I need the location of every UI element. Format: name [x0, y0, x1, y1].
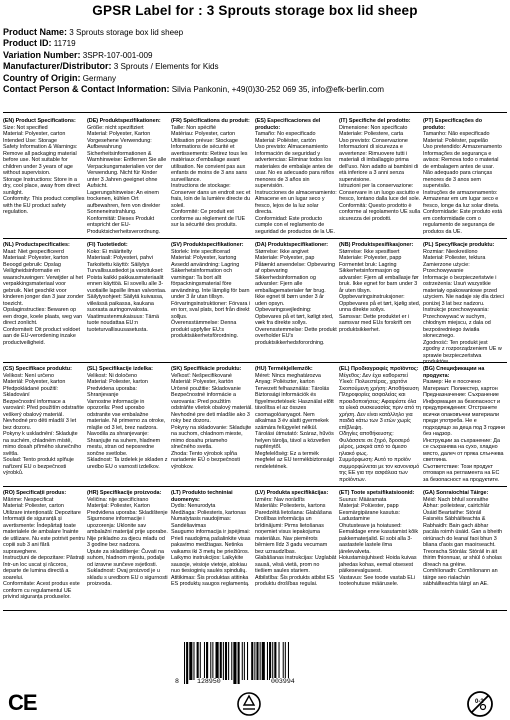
barcode-bar [223, 642, 224, 680]
spec-body: Размер: Не е посочено Материал: Полиестер, картон Предназначение: Съхранение Информация за безопасност и предупреждения: Отстранете всички опаковъчни материали преди употреба. Не е подходящо за деца под 3 години без надзор. Инструкции за съхранение: Да се съхранява на сухо, хладно място, далеч от пряка слънчева светлина. Съответствие: Този продукт отговаря на регламента на ЕС за безопасност на продуктите. [423, 379, 505, 483]
barcode-number [174, 678, 338, 688]
barcode-bar [269, 642, 271, 680]
barcode-bar [274, 642, 276, 680]
barcode-bar [285, 642, 286, 680]
spec-row [3, 118, 507, 242]
barcode-bar [283, 642, 284, 680]
spec-block-nl [3, 242, 87, 364]
spec-block-et [339, 490, 423, 612]
spec-heading: (IT) Specifiche del prodotto: [339, 118, 411, 124]
product-info [3, 27, 508, 95]
spec-body: Mărime: Nespecificat Material: Poliester, carton Utilizare intenționată: Depozitare Informații de siguranță și avertismente: Îndepărtați toate materialele de ambalare înainte de utilizare. Nu este potrivit pentru copiii sub 3 ani fără supraveghere. Instrucțiuni de depozitare: Păstrați într-un loc uscat și răcoros, departe de lumina directă a soarelui. Conformitate: Acest produs este conform cu regulamentul UE privind siguranța produselor. [3, 496, 85, 600]
info-value: 3 Sprouts storage box lid sheep [69, 28, 184, 37]
spec-body: Größe: nicht spezifiziert Material: Polyester, Karton Vorgesehene Verwendung: Aufbewahrung Sicherheitsinformationen & Warnhinweise: Entfernen Sie alle Verpackungsmaterialien vor der Verwendung. Nicht für Kinder unter 3 Jahren geeignet ohne Aufsicht. Lagerungshinweise: An einem trockenen, kühlen Ort aufbewahren, fern von direkter Sonneneinstrahlung. Konformität: Dieses Produkt entspricht der EU-Produktsicherheitsverordnung. [87, 124, 167, 235]
not-for-children-under-3-icon [466, 690, 494, 718]
info-key: Manufacturer/Distributor: [3, 61, 112, 72]
spec-block-cs [3, 366, 87, 488]
spec-heading: (DA) Produktspecifikationer: [255, 242, 329, 248]
divider [3, 486, 507, 487]
info-value: Germany [82, 73, 117, 83]
spec-body: Dimensione: Non specificato Materiale: Poliestere, carta Uso previsto: Conservazione Informazioni di sicurezza e avvertenze: Rimuovere tutti i materiali di imballaggio prima dell'uso. Non adatto ai bambini di età inferiore a 3 anni senza supervisione. Istruzioni per la conservazione: Conservare in un luogo asciutto e fresco, lontano dalla luce del sole. Conformità: Questo prodotto è conforme al regolamento UE sulla sicurezza dei prodotti. [339, 124, 421, 222]
barcode [174, 642, 338, 690]
spec-block-fr [171, 118, 255, 240]
barcode-bar [216, 642, 219, 680]
spec-body: Størrelse: Ikke spesifisert Materiale: Polyester, papp Formentet bruk: Lagring Sikkerhetsinformasjon og advarsler: Fjern all emballasje før bruk. Ikke egnet for barn under 3 år uten tilsyn. Oppbevaringsinstruksjoner: Oppbevares på et tørt, kjølig sted, unna direkte sollys. Samsvar: Dette produktet er i samsvar med EUs forskrift om produktsikkerhet. [339, 248, 421, 333]
spec-heading: (FR) Spécifications du produit: [171, 118, 250, 124]
product-id-row [3, 38, 508, 49]
barcode-bar [260, 642, 261, 680]
spec-body: Dydis: Nenurodyta Medžiaga: Poliesteris, kartonas Numatytasis naudojimas: Sandėliavimas Saugumo informacija ir įspėjimai: Prieš naudojimą pašalinkite visas pakavimo medžiagas. Netinka vaikams iki 3 metų be priežiūros. Laikymo instrukcijos: Laikykite sausoje, vėsioje vietoje, atokiau nuo tiesioginių saulės spindulių. Atitikimas: Šis produktas atitinka ES produktų saugos reglamentą. [171, 503, 251, 587]
info-key: Product ID: [3, 38, 52, 49]
barcode-bar [228, 642, 229, 680]
spec-heading: (EN) Product Specifications: [3, 118, 76, 124]
spec-heading: (NB) Produktspesifikasjoner: [339, 242, 414, 248]
barcode-bar [189, 642, 192, 680]
spec-heading: (HR) Specifikacije proizvoda: [87, 490, 162, 496]
spec-body: Izmērs: Nav norādīts Materiāls: Poliesteris, kartons Paredzētā lietošana: Glabāšana Drošības informācija un brīdinājumi: Pirms lietošanas noņemiet visus iepakojuma materiālus. Nav piemērots bērniem līdz 3 gadu vecumam bez uzraudzības. Glabāšanas instrukcijas: Uzglabāt sausā, vēsā vietā, prom no tiešiem saules stariem. Atbilstība: Šis produkts atbilst ES produktu drošības regulai. [255, 496, 337, 587]
spec-heading: (SL) Specifikacije izdelka: [87, 366, 153, 372]
spec-block-fi [87, 242, 171, 364]
product-name-row [3, 27, 508, 38]
barcode-bar [251, 642, 253, 680]
barcode-bar [262, 642, 265, 680]
spec-body: Storlek: Inte specificerad Material: Polyester, kartong Avsedd användning: Lagring Säkerhetsinformation och varningar: Ta bort allt förpackningsmaterial före användning. Inte lämplig för barn under 3 år utan tillsyn. Förvaringsinstruktioner: Förvara i en torr, sval plats, bort från direkt solljus. Överensstämmelse: Denna produkt uppfyller EU:s produktsäkerhetsförordning. [171, 248, 251, 339]
spec-block-pt [423, 118, 507, 240]
spec-body: Size: Not specified Material: Polyester, carton Intended Use: Storage Safety Information & Warnings: Remove all packaging material before use. Not suitable for children under 3 years of age without supervision. Storage Instructions: Store in a dry, cool place, away from direct sunlight. Conformity: This product complies with the EU product safety regulation. [3, 124, 85, 215]
divider [3, 238, 507, 239]
spec-body: Taille: Non spécifié Matériau: Polyester, carton Utilisation prévue: Stockage Informations de sécurité et avertissements: Retirez tous les matériaux d'emballage avant utilisation. Ne convient pas aux enfants de moins de 3 ans sans surveillance. Instructions de stockage: Conserver dans un endroit sec et frais, loin de la lumière directe du soleil. Conformité: Ce produit est conforme au règlement de l'UE sur la sécurité des produits. [171, 124, 251, 228]
spec-body: Maat: Niet gespecificeerd Materiaal: Polyester, karton Beoogd gebruik: Opslag Veiligheidsinformatie en waarschuwingen: Verwijder al het verpakkingsmateriaal voor gebruik. Niet geschikt voor kinderen jonger dan 3 jaar zonder toezicht. Opslaginstructies: Bewaren op een droge, koele plaats, weg van direct zonlicht. Conformiteit: Dit product voldoet aan de EU-verordening inzake productveiligheid. [3, 248, 84, 346]
info-key: Contact Person & Contact Information: [3, 84, 170, 95]
country-of-origin-row [3, 73, 508, 84]
spec-heading: (SV) Produktspecifikationer: [171, 242, 244, 248]
barcode-digit-group: 8 [175, 678, 179, 685]
spec-heading: (ET) Toote spetsifikatsioonid: [339, 490, 415, 496]
spec-heading: (EL) Προδιαγραφές προϊόντος: [339, 366, 419, 372]
barcode-bar [254, 642, 255, 680]
spec-block-lv [255, 490, 339, 612]
spec-heading: (PT) Especificações do produto: [423, 118, 483, 131]
spec-block-de [87, 118, 171, 240]
info-value: 11719 [53, 39, 76, 49]
spec-body: Veličina: nije specificirano Materijal: Poliester, Karton Predviđena uporaba: Skladištenje Sigurnosne informacije i upozorenja: Uklonite sav ambalažni materijal prije uporabe. Nije prikladno za djecu mlađu od 3 godine bez nadzora. Upute za skladištenje: Čuvati na suhom, hladnom mjestu, podalje od izravne sunčeve svjetlosti. Sukladnost: Ovaj proizvod je u skladu s uredbom EU o sigurnosti proizvoda. [87, 496, 168, 587]
spec-heading: (NL) Productspecificaties: [3, 242, 70, 248]
spec-row [3, 366, 507, 490]
barcode-bar [231, 642, 232, 680]
info-key: Variation Number: [3, 49, 81, 60]
svg-text:0-3: 0-3 [475, 699, 484, 705]
spec-block-nb [339, 242, 423, 364]
spec-row [3, 242, 507, 366]
spec-heading: (FI) Tuotetiedot: [87, 242, 128, 248]
spec-body: Tamanho: Não especificado Material: Poliéster, papelão Uso pretendido: Armazenamento Informações de segurança e avisos: Remova todo o material de embalagem antes de usar. Não adequado para crianças menores de 3 anos sem supervisão. Instruções de armazenamento: Armazenar em um lugar seco e fresco, longe da luz solar direta. Conformidade: Este produto está em conformidade com o regulamento de segurança de produtos da UE. [423, 131, 503, 235]
safety-marks [0, 690, 510, 720]
spec-body: Veľkosť: Nešpecifikované Materiál: Polyester, kartón Určené použitie: Skladovanie Bezpečnostné informácie a varovania: Pred použitím odstráňte všetok obalový materiál. Nevhodné pre deti mladšie ako 3 roky bez dozoru. Pokyny na skladovanie: Skladujte na suchom, chladnom mieste, mimo dosahu priameho slnečného svetla. Zhoda: Tento výrobok spĺňa nariadenie EÚ o bezpečnosti výrobkov. [171, 372, 253, 470]
spec-body: Koko: Ei määritelty Materiaali: Polyesteri, pahvi Tarkoitettu käyttö: Säilytys Turvallisuustiedot ja varoitukset: Poista kaikki pakkausmateriaalit ennen käyttöä. Ei sovellu alle 3-vuotiaille lapsille ilman valvontaa. Säilytysohjeet: Säilytä kuivassa, viileässä paikassa, kaukana suorasta auringonvalosta. Vaatimustenmukaisuus: Tämä tuote noudattaa EU:n tuoteturvallisuusasetusta. [87, 248, 167, 333]
spec-block-bg [423, 366, 507, 488]
barcode-bar [204, 642, 205, 680]
recycling-symbol-icon [236, 691, 262, 717]
spec-body: Méret: Nincs meghatározva Anyag: Poliészter, karton Tervezett felhasználás: Tárolás Biztonsági információk és figyelmeztetések: Használat előtt távolítsa el az összes csomagolóanyagot. Nem alkalmas 3 év alatti gyermekek számára felügyelet nélkül. Tárolási útmutató: Száraz, hűvös helyen tárolja, távol a közvetlen napfénytől. Megfelelőség: Ez a termék megfelel az EU termékbiztonsági rendeletének. [255, 372, 334, 470]
divider [3, 610, 507, 611]
barcode-digit-group: 128950 [197, 678, 221, 685]
barcode-bar [247, 642, 248, 680]
divider [3, 362, 507, 363]
spec-heading: (BG) Спецификации на продукта: [423, 366, 485, 379]
barcode-bar [272, 642, 273, 680]
spec-heading: (LT) Produkto techniniai duomenys: [171, 490, 233, 503]
barcode-bar [220, 642, 222, 680]
contact-row [3, 84, 508, 95]
barcode-digit-group: 003994 [271, 678, 295, 685]
spec-body: Tamaño: No especificado Material: Poliéster, cartón Uso previsto: Almacenamiento Información de seguridad y advertencias: Eliminar todos los materiales de embalaje antes de usar. No es adecuado para niños menores de 3 años sin supervisión. Instrucciones de almacenamiento: Almacene en un lugar seco y fresco, lejos de la luz solar directa. Conformidad: Este producto cumple con el reglamento de seguridad de productos de la UE. [255, 131, 337, 235]
spec-block-ro [3, 490, 87, 612]
barcode-bar [279, 642, 280, 680]
spec-heading: (LV) Produkta specifikācijas: [255, 490, 329, 496]
variation-number-row [3, 50, 508, 61]
spec-body: Velikost: Není určeno Materiál: Polyester, karton Předpokládané použití: Skladování Bezpečnostní informace a varování: Před použitím odstraňte veškerý obalový materiál. Nevhodné pro děti mladší 3 let bez dozoru. Pokyny k uskladnění: Skladujte na suchém, chladném místě, mimo dosah přímého slunečního světla. Soulad: Tento produkt splňuje nařízení EU o bezpečnosti výrobků. [3, 372, 84, 476]
spec-block-ga [423, 490, 507, 612]
manufacturer-row [3, 61, 508, 72]
info-key: Country of Origin: [3, 72, 81, 83]
spec-block-en [3, 118, 87, 240]
spec-heading: (CS) Specifikace produktu: [3, 366, 72, 372]
barcode-bar [210, 642, 211, 680]
spec-body: Størrelse: Ikke angivet Materiale: Polyester, pap Påtænkt anvendelse: Opbevaring af opbevaring Sikkerhedsinformation og advarsler: Fjern alle emballagematerialer før brug. Ikke egnet til børn under 3 år uden opsyn. Opbevaringsvejledning: Opbevares på et tørt, køligt sted, væk fra direkte sollys. Overensstemmelse: Dette produkt overholder EU's produktsikkerhedsforordning. [255, 248, 337, 346]
spec-block-sk [171, 366, 255, 488]
spec-heading: (HU) Termékjellemzők: [255, 366, 313, 372]
barcode-bar [267, 642, 268, 680]
barcode-bar [200, 642, 201, 680]
spec-block-hr [87, 490, 171, 612]
spec-block-el [339, 366, 423, 488]
barcode-bar [256, 642, 258, 680]
spec-block-it [339, 118, 423, 240]
spec-body: Suurus: Määramata Materjal: Polüester, papp Eesmärgipärane kasutus: Ladustamine Ohutusteave ja hoiatused: Eemaldage enne kasutamist kõik pakkematerjalid. Ei sobi alla 3-aastastele lastele ilma järelevalveta. Hoiustamisjuhised: Hoida kuivas jahedas kohas, eemal otsesest päikesevalgusest. Vastavus: See toode vastab ELi tooteohutuse määrusele. [339, 496, 419, 587]
barcode-bar [206, 642, 208, 680]
spec-block-hu [255, 366, 339, 488]
spec-heading: (ES) Especificaciones del producto: [255, 118, 321, 131]
barcode-bar [212, 642, 213, 680]
info-value: 3 Sprouts / Elements for Kids [113, 62, 219, 72]
spec-row [3, 490, 507, 614]
spec-heading: (SK) Špecifikácie produktu: [171, 366, 242, 372]
barcode-bar [193, 642, 194, 680]
barcode-bar [197, 642, 199, 680]
spec-block-lt [171, 490, 255, 612]
spec-heading: (PL) Specyfikacje produktu: [423, 242, 495, 248]
spec-block-sl [87, 366, 171, 488]
spec-block-sv [171, 242, 255, 364]
spec-heading: (DE) Produktspezifikationen: [87, 118, 161, 124]
info-value: Silvia Pankonin, +49(0)30-252 069 35, info@efk-berlin.com [171, 85, 385, 95]
spec-body: Rozmiar: Nieokreślono Materiał: Poliester, tektura Zamierzone użycie: Przechowywanie Informacje o bezpieczeństwie i ostrzeżenia: Usuń wszystkie materiały opakowaniowe przed użyciem. Nie nadaje się dla dzieci poniżej 3 lat bez nadzoru. Instrukcje przechowywania: Przechowywać w suchym, chłodnym miejscu, z dala od bezpośredniego światła słonecznego. Zgodność: Ten produkt jest zgodny z rozporządzeniem UE w sprawie bezpieczeństwa produktów. [423, 248, 504, 364]
barcode-bar [244, 642, 245, 680]
ce-mark-icon: CE [8, 690, 37, 715]
info-value: 3SPR-107-001-009 [82, 50, 153, 60]
page-title: GPSR Label for : 3 Sprouts storage box lid sheep [92, 3, 418, 18]
barcode-bar [225, 642, 227, 680]
barcode-bar [242, 642, 243, 680]
divider [3, 112, 507, 113]
spec-heading: (RO) Specificații produs: [3, 490, 67, 496]
spec-block-pl [423, 242, 507, 364]
spec-heading: (GA) Sonraíochtaí Táirge: [423, 490, 489, 496]
spec-block-es [255, 118, 339, 240]
info-key: Product Name: [3, 27, 68, 37]
spec-body: Μέγεθος: Δεν έχει καθοριστεί Υλικό: Πολυεστέρας, χαρτόνι Σκοπούμενη χρήση: Αποθήκευση Πληροφορίες ασφαλείας και προειδοποιήσεις: Αφαιρέστε όλα τα υλικά συσκευασίας πριν από τη χρήση. Δεν είναι κατάλληλο για παιδιά κάτω των 3 ετών χωρίς επίβλεψη. Οδηγίες αποθήκευσης: Φυλάσσετε σε ξηρό, δροσερό μέρος, μακριά από το άμεσο ηλιακό φως. Συμμόρφωση: Αυτό το προϊόν συμμορφώνεται με τον κανονισμό της ΕΕ για την ασφάλεια των προϊόντων. [339, 372, 421, 483]
spec-body: Velikost: Ni določeno Material: Poliester, karton Predvidena uporaba: Shranjevanje Varnostne informacije in opozorila: Pred uporabo odstranite vse embalažne materiale. Ni primerno za otroke, mlajše od 3 let, brez nadzora. Navodila za shranjevanje: Shranjujte na suhem, hladnem mestu, stran od neposredne sončne svetlobe. Skladnost: Ta izdelek je skladen z uredbo EU o varnosti izdelkov. [87, 372, 168, 470]
spec-block-da [255, 242, 339, 364]
spec-body: Méid: Nach bhfuil sonraithe Ábhar: poileistear, cairtchlár Úsáid Beartaithe: Stóráil Faisnéis Sábháilteachta & Rabhaidh: Bain gach ábhar pacála roimh úsáid. Gan a bheith oiriúnach do leanaí faoi bhun 3 bliana d'aois gan maoirseacht. Treoracha Stórála: Stóráil in áit thirim fhionnuar, ar shiúl ó sholas díreach na gréine. Comhlíonadh: Comhlíonann an táirge seo rialachán sábháilteachta táirgí an AE. [423, 496, 503, 587]
